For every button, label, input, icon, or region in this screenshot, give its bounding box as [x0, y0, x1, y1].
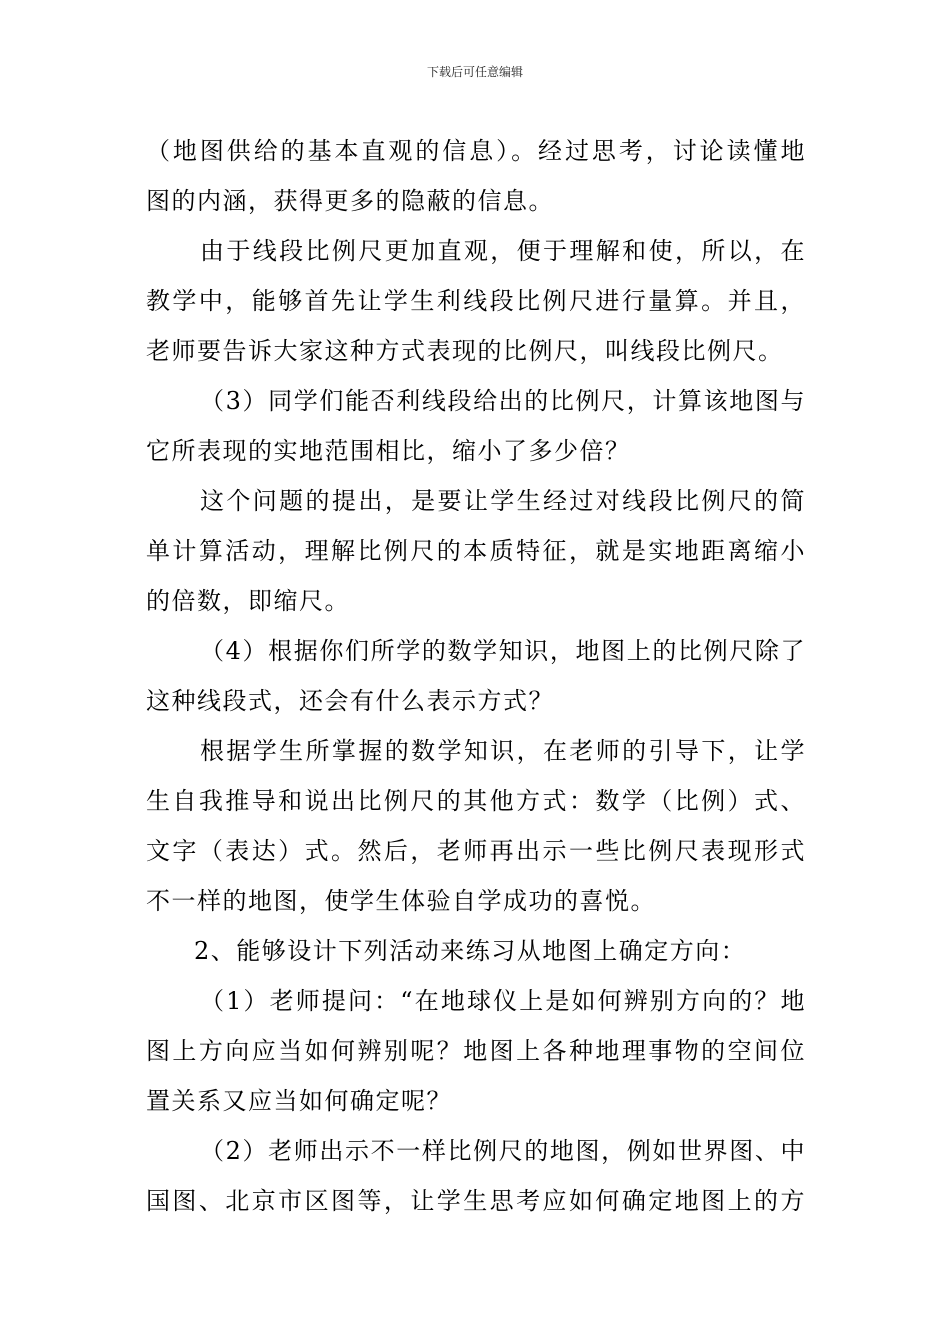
text-line: 根据学生所掌握的数学知识，在老师的引导下，让学	[200, 737, 806, 765]
text-line: （1）老师提问：“在地球仪上是如何辨别方向的？地	[200, 987, 806, 1015]
paragraph	[146, 976, 806, 1126]
paragraph	[146, 476, 806, 626]
paragraph	[146, 376, 806, 476]
text-line: 这个问题的提出，是要让学生经过对线段比例尺的简	[200, 487, 806, 515]
paragraph	[146, 626, 806, 726]
text-line: （地图供给的基本直观的信息）。经过思考，讨论读懂地	[146, 137, 806, 165]
paragraph	[146, 226, 806, 376]
paragraph	[146, 926, 806, 976]
text-line: 的倍数，即缩尺。	[146, 587, 350, 615]
text-line: （2）老师出示不一样比例尺的地图，例如世界图、中	[200, 1137, 806, 1165]
text-line: 国图、北京市区图等，让学生思考应如何确定地图上的方	[146, 1187, 806, 1215]
text-line: 单计算活动，理解比例尺的本质特征，就是实地距离缩小	[146, 537, 806, 565]
paragraph	[146, 1126, 806, 1226]
document-body	[146, 126, 806, 1226]
text-line: 教学中，能够首先让学生利线段比例尺进行量算。并且，	[146, 287, 806, 315]
text-line: （4）根据你们所学的数学知识，地图上的比例尺除了	[200, 637, 806, 665]
page-header: 下载后可任意编辑	[426, 65, 523, 79]
text-line: 这种线段式，还会有什么表示方式？	[146, 687, 554, 715]
paragraph	[146, 126, 806, 226]
text-line: 图的内涵，获得更多的隐蔽的信息。	[146, 187, 554, 215]
text-line: 图上方向应当如何辨别呢？地图上各种地理事物的空间位	[146, 1037, 806, 1065]
text-line: 它所表现的实地范围相比，缩小了多少倍？	[146, 437, 631, 465]
text-line: 不一样的地图，使学生体验自学成功的喜悦。	[146, 887, 656, 915]
text-line: （3）同学们能否利线段给出的比例尺，计算该地图与	[200, 387, 806, 415]
text-line: 置关系又应当如何确定呢？	[146, 1087, 452, 1115]
text-line: 由于线段比例尺更加直观，便于理解和使，所以，在	[200, 237, 806, 265]
text-line: 生自我推导和说出比例尺的其他方式：数学（比例）式、	[146, 787, 806, 815]
text-line: 2、能够设计下列活动来练习从地图上确定方向：	[194, 937, 747, 965]
text-line: 老师要告诉大家这种方式表现的比例尺，叫线段比例尺。	[146, 337, 784, 365]
text-line: 文字（表达）式。然后，老师再出示一些比例尺表现形式	[146, 837, 806, 865]
paragraph	[146, 726, 806, 926]
